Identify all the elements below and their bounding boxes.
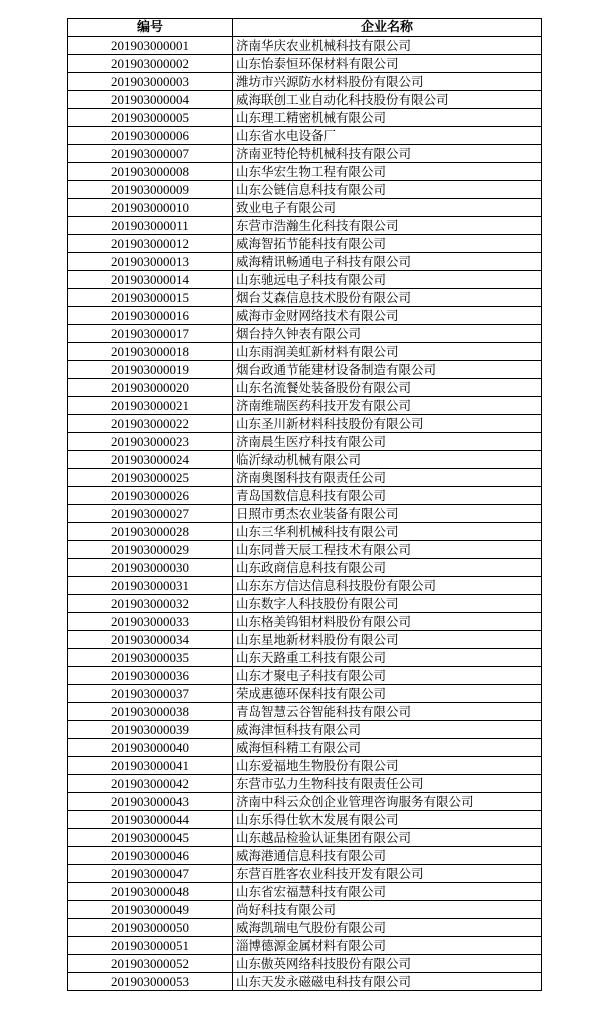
row-name-cell: 威海津恒科技有限公司 xyxy=(233,721,542,739)
row-id-cell: 201903000010 xyxy=(68,199,233,217)
row-name-cell: 山东越品检验认证集团有限公司 xyxy=(233,829,542,847)
row-id-cell: 201903000007 xyxy=(68,145,233,163)
table-row xyxy=(68,703,542,721)
row-id-cell: 201903000050 xyxy=(68,919,233,937)
table-header-row xyxy=(68,19,542,37)
table-row xyxy=(68,541,542,559)
row-id-cell: 201903000012 xyxy=(68,235,233,253)
table-row xyxy=(68,631,542,649)
row-id-cell: 201903000028 xyxy=(68,523,233,541)
row-name-cell: 山东政商信息科技有限公司 xyxy=(233,559,542,577)
row-id-cell: 201903000041 xyxy=(68,757,233,775)
table-row xyxy=(68,73,542,91)
row-name-cell: 日照市勇杰农业装备有限公司 xyxy=(233,505,542,523)
table-row xyxy=(68,469,542,487)
table-row xyxy=(68,919,542,937)
row-id-cell: 201903000048 xyxy=(68,883,233,901)
row-name-cell: 威海智拓节能科技有限公司 xyxy=(233,235,542,253)
row-id-cell: 201903000039 xyxy=(68,721,233,739)
table-row xyxy=(68,361,542,379)
row-id-cell: 201903000034 xyxy=(68,631,233,649)
row-name-cell: 青岛智慧云谷智能科技有限公司 xyxy=(233,703,542,721)
row-id-cell: 201903000006 xyxy=(68,127,233,145)
table-row xyxy=(68,145,542,163)
table-row xyxy=(68,253,542,271)
row-id-cell: 201903000038 xyxy=(68,703,233,721)
row-id-cell: 201903000031 xyxy=(68,577,233,595)
row-id-cell: 201903000046 xyxy=(68,847,233,865)
row-name-cell: 山东天发永磁磁电科技有限公司 xyxy=(233,973,542,991)
row-id-cell: 201903000044 xyxy=(68,811,233,829)
row-name-cell: 济南亚特伦特机械科技有限公司 xyxy=(233,145,542,163)
table-row xyxy=(68,433,542,451)
row-name-cell: 威海市金财网络技术有限公司 xyxy=(233,307,542,325)
table-body xyxy=(68,37,542,991)
row-name-cell: 济南华庆农业机械科技有限公司 xyxy=(233,37,542,55)
row-name-cell: 烟台持久钟表有限公司 xyxy=(233,325,542,343)
row-id-cell: 201903000045 xyxy=(68,829,233,847)
table-row xyxy=(68,505,542,523)
row-name-cell: 济南晨生医疗科技有限公司 xyxy=(233,433,542,451)
row-id-cell: 201903000017 xyxy=(68,325,233,343)
row-name-cell: 东营百胜客农业科技开发有限公司 xyxy=(233,865,542,883)
table-row xyxy=(68,235,542,253)
row-name-cell: 威海精讯畅通电子科技有限公司 xyxy=(233,253,542,271)
table-row xyxy=(68,829,542,847)
row-name-cell: 东营市浩瀚生化科技有限公司 xyxy=(233,217,542,235)
table-row xyxy=(68,325,542,343)
table-row xyxy=(68,181,542,199)
table-row xyxy=(68,865,542,883)
row-id-cell: 201903000024 xyxy=(68,451,233,469)
row-name-cell: 威海港通信息科技有限公司 xyxy=(233,847,542,865)
row-name-cell: 山东圣川新材料科技股份有限公司 xyxy=(233,415,542,433)
row-id-cell: 201903000019 xyxy=(68,361,233,379)
row-id-cell: 201903000020 xyxy=(68,379,233,397)
table-row xyxy=(68,775,542,793)
row-id-cell: 201903000047 xyxy=(68,865,233,883)
table-row xyxy=(68,379,542,397)
row-id-cell: 201903000027 xyxy=(68,505,233,523)
table-row xyxy=(68,217,542,235)
row-id-cell: 201903000025 xyxy=(68,469,233,487)
row-id-cell: 201903000015 xyxy=(68,289,233,307)
table-row xyxy=(68,307,542,325)
row-name-cell: 山东星地新材料股份有限公司 xyxy=(233,631,542,649)
row-name-cell: 山东同普天辰工程技术有限公司 xyxy=(233,541,542,559)
table-row xyxy=(68,55,542,73)
table-row xyxy=(68,901,542,919)
row-name-cell: 济南奥图科技有限责任公司 xyxy=(233,469,542,487)
row-id-cell: 201903000018 xyxy=(68,343,233,361)
table-row xyxy=(68,415,542,433)
row-id-cell: 201903000033 xyxy=(68,613,233,631)
row-id-cell: 201903000013 xyxy=(68,253,233,271)
table-row xyxy=(68,811,542,829)
row-name-cell: 山东省宏福慧科技有限公司 xyxy=(233,883,542,901)
row-name-cell: 山东理工精密机械有限公司 xyxy=(233,109,542,127)
row-id-cell: 201903000037 xyxy=(68,685,233,703)
table-row xyxy=(68,955,542,973)
row-id-cell: 201903000009 xyxy=(68,181,233,199)
row-name-cell: 山东华宏生物工程有限公司 xyxy=(233,163,542,181)
table-row xyxy=(68,271,542,289)
row-name-cell: 山东爱福地生物股份有限公司 xyxy=(233,757,542,775)
row-name-cell: 山东数字人科技股份有限公司 xyxy=(233,595,542,613)
row-name-cell: 山东三华利机械科技有限公司 xyxy=(233,523,542,541)
row-name-cell: 东营市弘力生物科技有限责任公司 xyxy=(233,775,542,793)
row-name-cell: 山东名流餐处装备股份有限公司 xyxy=(233,379,542,397)
row-id-cell: 201903000042 xyxy=(68,775,233,793)
table-row xyxy=(68,649,542,667)
table-row xyxy=(68,397,542,415)
row-id-cell: 201903000008 xyxy=(68,163,233,181)
row-name-cell: 致业电子有限公司 xyxy=(233,199,542,217)
row-name-cell: 威海恒科精工有限公司 xyxy=(233,739,542,757)
row-id-cell: 201903000052 xyxy=(68,955,233,973)
row-name-cell: 济南中科云众创企业管理咨询服务有限公司 xyxy=(233,793,542,811)
row-name-cell: 青岛国数信息科技有限公司 xyxy=(233,487,542,505)
row-id-cell: 201903000022 xyxy=(68,415,233,433)
row-name-cell: 山东驰远电子科技有限公司 xyxy=(233,271,542,289)
row-id-cell: 201903000001 xyxy=(68,37,233,55)
row-name-cell: 烟台政通节能建材设备制造有限公司 xyxy=(233,361,542,379)
table-row xyxy=(68,91,542,109)
row-name-cell: 山东傲英网络科技股份有限公司 xyxy=(233,955,542,973)
row-id-cell: 201903000011 xyxy=(68,217,233,235)
table-row xyxy=(68,595,542,613)
table-row xyxy=(68,163,542,181)
row-id-cell: 201903000049 xyxy=(68,901,233,919)
table-row xyxy=(68,199,542,217)
row-id-cell: 201903000030 xyxy=(68,559,233,577)
row-name-cell: 山东才聚电子科技有限公司 xyxy=(233,667,542,685)
row-name-cell: 临沂绿动机械有限公司 xyxy=(233,451,542,469)
row-name-cell: 山东乐得仕软木发展有限公司 xyxy=(233,811,542,829)
table-row xyxy=(68,757,542,775)
row-name-cell: 山东怡泰恒环保材料有限公司 xyxy=(233,55,542,73)
table-row xyxy=(68,667,542,685)
row-name-cell: 山东公链信息科技有限公司 xyxy=(233,181,542,199)
row-name-cell: 山东省水电设备厂 xyxy=(233,127,542,145)
row-id-cell: 201903000004 xyxy=(68,91,233,109)
row-name-cell: 尚好科技有限公司 xyxy=(233,901,542,919)
table-row xyxy=(68,487,542,505)
table-row xyxy=(68,973,542,991)
row-name-cell: 济南维瑞医药科技开发有限公司 xyxy=(233,397,542,415)
table-row xyxy=(68,109,542,127)
row-name-cell: 山东格美钨钼材料股份有限公司 xyxy=(233,613,542,631)
table-row xyxy=(68,685,542,703)
table-row xyxy=(68,559,542,577)
row-name-cell: 烟台艾森信息技术股份有限公司 xyxy=(233,289,542,307)
table-row xyxy=(68,451,542,469)
table-row xyxy=(68,847,542,865)
row-id-cell: 201903000026 xyxy=(68,487,233,505)
enterprise-table-container xyxy=(67,18,541,991)
row-id-cell: 201903000029 xyxy=(68,541,233,559)
table-row xyxy=(68,127,542,145)
row-id-cell: 201903000005 xyxy=(68,109,233,127)
row-name-cell: 山东天路重工科技有限公司 xyxy=(233,649,542,667)
table-row xyxy=(68,721,542,739)
header-id: 编号 xyxy=(68,19,233,37)
table-row xyxy=(68,343,542,361)
table-row xyxy=(68,739,542,757)
table-row xyxy=(68,883,542,901)
table-row xyxy=(68,577,542,595)
row-name-cell: 威海凯瑞电气股份有限公司 xyxy=(233,919,542,937)
row-id-cell: 201903000040 xyxy=(68,739,233,757)
row-id-cell: 201903000021 xyxy=(68,397,233,415)
table-row xyxy=(68,289,542,307)
header-name: 企业名称 xyxy=(233,19,542,37)
table-row xyxy=(68,37,542,55)
row-id-cell: 201903000003 xyxy=(68,73,233,91)
row-id-cell: 201903000023 xyxy=(68,433,233,451)
row-id-cell: 201903000051 xyxy=(68,937,233,955)
row-id-cell: 201903000035 xyxy=(68,649,233,667)
table-row xyxy=(68,523,542,541)
row-id-cell: 201903000016 xyxy=(68,307,233,325)
row-name-cell: 荣成惠德环保科技有限公司 xyxy=(233,685,542,703)
table-row xyxy=(68,793,542,811)
row-id-cell: 201903000002 xyxy=(68,55,233,73)
row-id-cell: 201903000043 xyxy=(68,793,233,811)
row-name-cell: 潍坊市兴源防水材料股份有限公司 xyxy=(233,73,542,91)
row-name-cell: 淄博德源金属材料有限公司 xyxy=(233,937,542,955)
row-name-cell: 山东东方信达信息科技股份有限公司 xyxy=(233,577,542,595)
row-id-cell: 201903000014 xyxy=(68,271,233,289)
enterprise-table xyxy=(67,18,542,991)
table-row xyxy=(68,613,542,631)
table-row xyxy=(68,937,542,955)
row-id-cell: 201903000053 xyxy=(68,973,233,991)
row-id-cell: 201903000036 xyxy=(68,667,233,685)
row-name-cell: 威海联创工业自动化科技股份有限公司 xyxy=(233,91,542,109)
row-id-cell: 201903000032 xyxy=(68,595,233,613)
row-name-cell: 山东雨润美虹新材料有限公司 xyxy=(233,343,542,361)
